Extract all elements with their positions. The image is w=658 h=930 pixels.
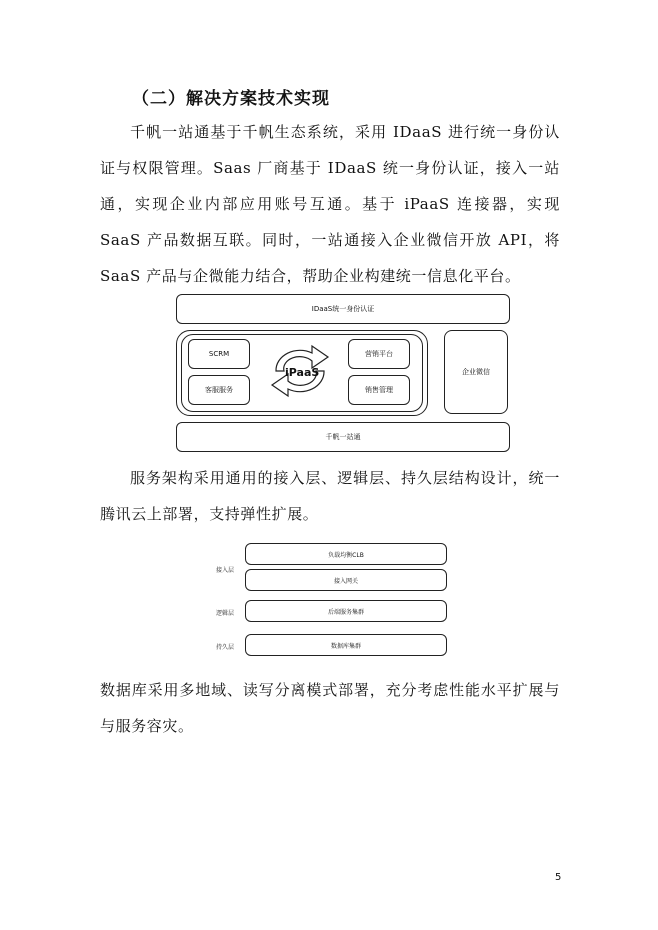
scrm-box: [188, 339, 250, 369]
database-label: 数据库集群: [330, 642, 361, 650]
database-box: [245, 634, 447, 656]
gateway-box: [245, 569, 447, 591]
access-layer-label: 接入层: [216, 567, 235, 574]
marketing-label: 营销平台: [365, 350, 393, 358]
wecom-box: [444, 330, 508, 414]
paragraph-service-architecture: 服务架构采用通用的接入层、逻辑层、持久层结构设计，统一腾讯云上部署，支持弹性扩展。: [100, 469, 560, 523]
paragraph-solution-overview: 千帆一站通基于千帆生态系统，采用 IDaaS 进行统一身份认证与权限管理。Saas 厂商基于 IDaaS 统一身份认证，接入一站通，实现企业内部应用账号互通。基于 iPaaS 连接器，实现 SaaS 产品数据互联。同时，一站通接入企业微信开放 API，将 SaaS 产品与企微能力结合，帮助企业构建统一信息化平台。: [100, 123, 560, 285]
idaas-bar: [176, 294, 510, 324]
sales-box: [348, 375, 410, 405]
section-heading: （二）解决方案技术实现: [132, 89, 330, 109]
logic-layer-label: 逻辑层: [216, 610, 235, 617]
customer-service-label: 客服服务: [205, 386, 233, 394]
scrm-label: SCRM: [208, 350, 230, 358]
page-number: 5: [555, 872, 562, 883]
backend-box: [245, 600, 447, 622]
customer-service-box: [188, 375, 250, 405]
ipaas-label: iPaaS: [285, 366, 320, 379]
persist-layer-label: 持久层: [216, 644, 235, 651]
gateway-label: 接入网关: [333, 577, 358, 585]
paragraph-database-deployment: 数据库采用多地域、读写分离模式部署，充分考虑性能水平扩展与与服务容灾。: [100, 681, 560, 735]
qianfan-bar-label: 千帆一站通: [325, 433, 361, 441]
marketing-box: [348, 339, 410, 369]
sales-label: 销售管理: [365, 386, 393, 394]
wecom-label: 企业微信: [462, 368, 490, 376]
qianfan-bar: [176, 422, 510, 452]
clb-label: 负载均衡CLB: [328, 551, 364, 559]
clb-box: [245, 543, 447, 565]
backend-label: 后端服务集群: [327, 608, 364, 616]
idaas-bar-label: IDaaS统一身份认证: [311, 305, 375, 313]
